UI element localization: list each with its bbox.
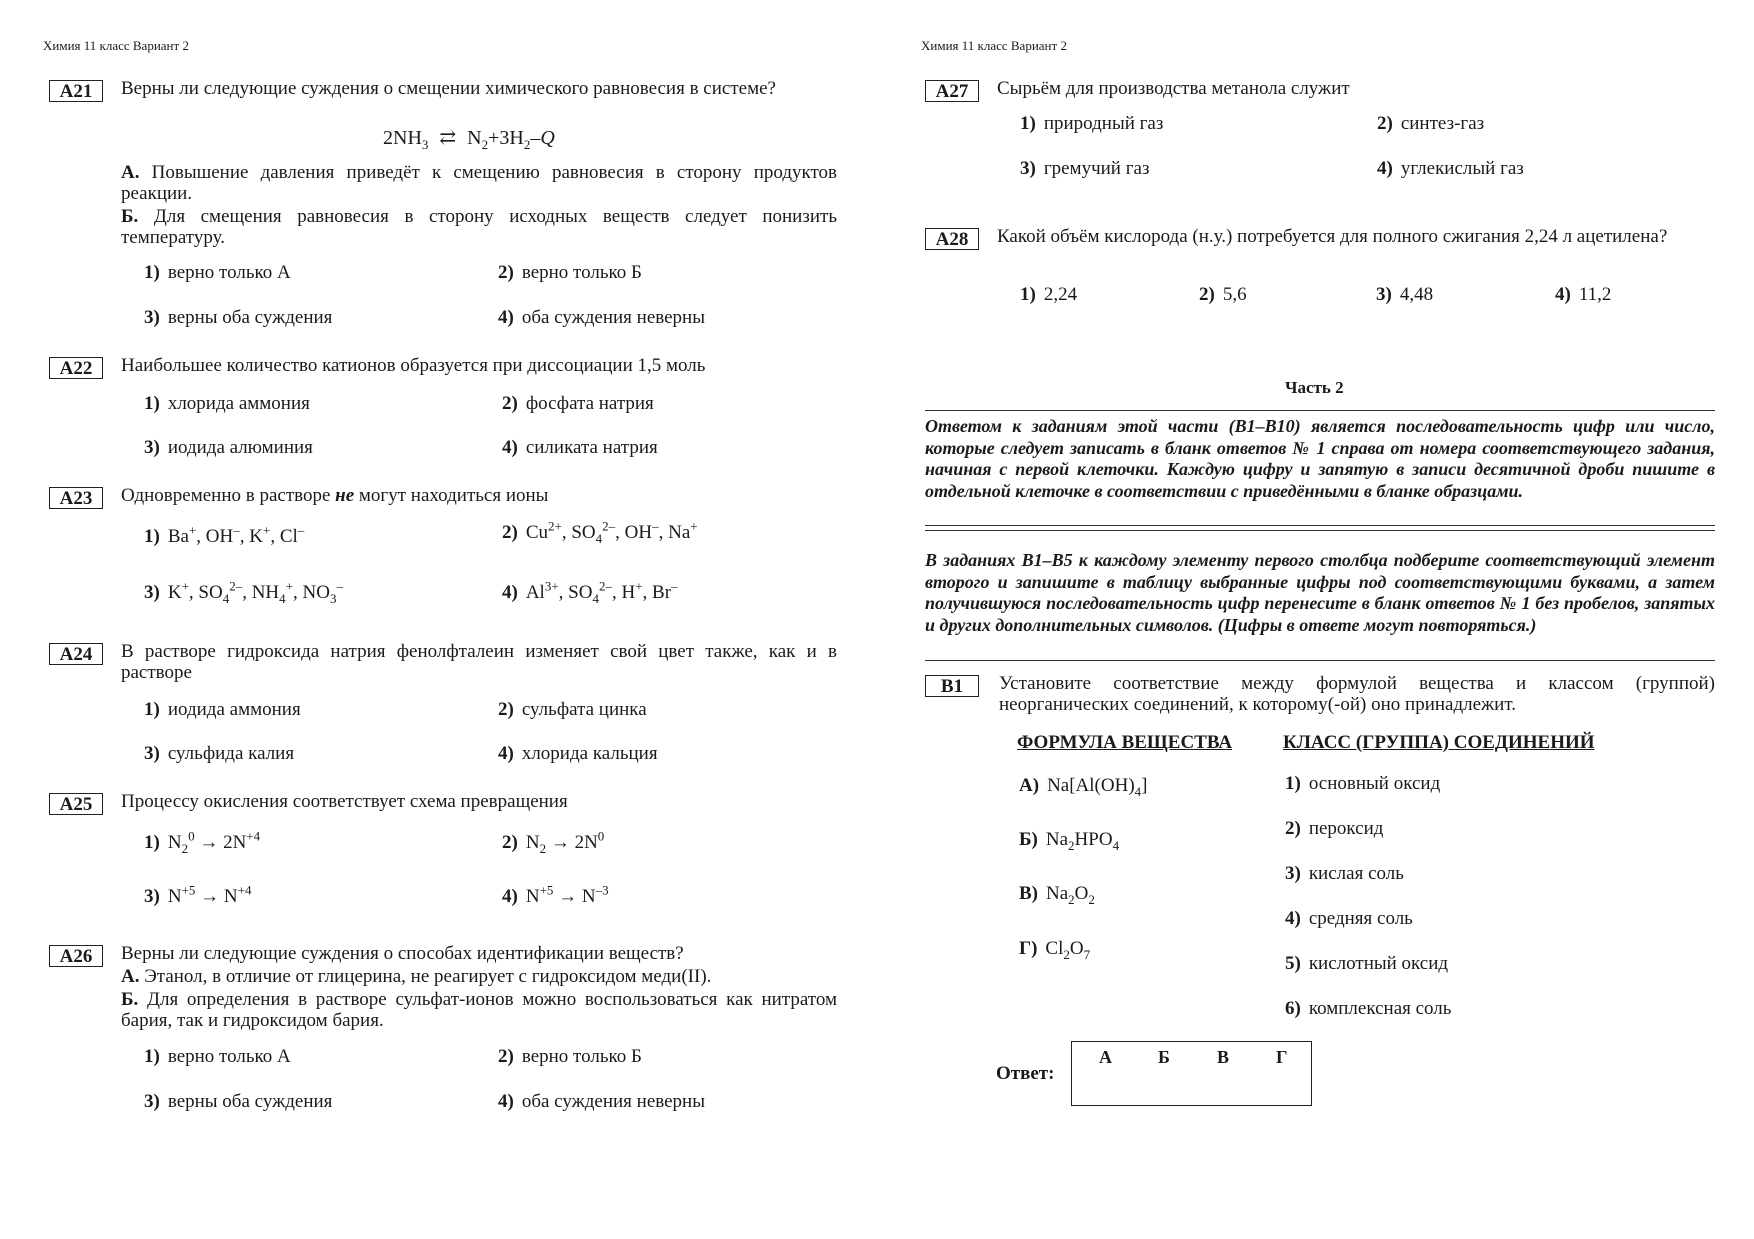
option-number: 3)	[144, 437, 160, 458]
formula-a: А) $Na[Al(OH)_4]$	[1019, 775, 1148, 799]
option-number: 2)	[498, 1046, 514, 1067]
eq-part: +3H	[488, 127, 524, 149]
option-text: иодида аммония	[167, 699, 301, 720]
equilibrium-arrow: ⇄	[439, 127, 457, 149]
eq-sub: 2	[523, 137, 531, 152]
column-header-class: КЛАСС (ГРУППА) СОЕДИНЕНИЙ	[1283, 732, 1595, 753]
option-3[interactable]	[1376, 284, 1433, 306]
column-header-formula: ФОРМУЛА ВЕЩЕСТВА	[1017, 732, 1233, 753]
option-number: 3)	[144, 743, 160, 764]
option-text: гремучий газ	[1043, 158, 1150, 179]
answer-column-letter: В	[1217, 1047, 1230, 1067]
question-text: Какой объём кислорода (н.у.) потребуется для полного сжигания 2,24 л ацетилена?	[997, 226, 1668, 247]
statement-a	[121, 966, 837, 987]
option-4[interactable]	[498, 1091, 705, 1113]
option-number: 1)	[1020, 284, 1036, 305]
formula-letter: Г)	[1019, 938, 1038, 959]
option-number: 2)	[1377, 113, 1393, 134]
class-2	[1285, 818, 1383, 840]
class-4	[1285, 908, 1413, 930]
option-1[interactable]: 1) Ba+, OH–, K+, Cl–	[144, 522, 305, 547]
class-text: средняя соль	[1308, 908, 1413, 929]
option-text: 2,24	[1043, 284, 1078, 305]
option-number: 3)	[144, 307, 160, 328]
option-number: 4)	[498, 307, 514, 328]
option-3[interactable]: 3) $N^{+5} \to N^{+4}$	[144, 882, 252, 907]
eq-sub: 3	[421, 137, 429, 152]
statement-text: Для определения в растворе сульфат-ионов можно воспользоваться как нитратом бария, так и гидроксидом бария.	[121, 989, 837, 1031]
option-text: 11,2	[1578, 284, 1612, 305]
question-text: Верны ли следующие суждения о смещении химического равновесия в системе?	[121, 78, 776, 99]
statement-b	[121, 206, 837, 248]
eq-part: N	[467, 127, 482, 149]
option-1[interactable]	[144, 262, 291, 284]
formula-letter: В)	[1019, 883, 1038, 904]
eq-part: 2NH	[383, 127, 422, 149]
option-text: хлорида кальция	[521, 743, 658, 764]
task-number: A21	[49, 80, 103, 102]
option-3[interactable]	[144, 743, 294, 765]
class-3	[1285, 863, 1404, 885]
class-5	[1285, 953, 1448, 975]
option-number: 1)	[1020, 113, 1036, 134]
option-number: 3)	[1376, 284, 1392, 305]
option-1[interactable]	[144, 393, 310, 415]
option-2[interactable]: 2) $N_2 \to 2N^0$	[502, 828, 605, 856]
statement-text: Этанол, в отличие от глицерина, не реагирует с гидроксидом меди(II).	[144, 966, 712, 987]
task-number: A22	[49, 357, 103, 379]
statement-label: А.	[121, 966, 140, 987]
class-number: 4)	[1285, 908, 1301, 929]
q-part: могут находиться ионы	[354, 485, 549, 506]
option-number: 4)	[1377, 158, 1393, 179]
option-text: углекислый газ	[1400, 158, 1524, 179]
option-text: синтез-газ	[1400, 113, 1485, 134]
statement-text: Для смещения равновесия в сторону исходных веществ следует понизить температуру.	[121, 206, 837, 248]
answer-column-letter: А	[1099, 1047, 1112, 1067]
option-1[interactable]	[144, 1046, 291, 1068]
option-text: сульфида калия	[167, 743, 295, 764]
answer-label: Ответ:	[996, 1063, 1055, 1084]
option-text: верны оба суждения	[167, 1091, 333, 1112]
option-text: верны оба суждения	[167, 307, 333, 328]
option-text: верно только А	[167, 262, 291, 283]
option-4[interactable]	[498, 307, 705, 329]
class-number: 5)	[1285, 953, 1301, 974]
statement-label: Б.	[121, 989, 139, 1010]
formula-b: Б) $Na_2HPO_4$	[1019, 829, 1120, 853]
page-header: Химия 11 класс Вариант 2	[921, 38, 1067, 53]
class-text: основный оксид	[1308, 773, 1441, 794]
option-number: 4)	[502, 437, 518, 458]
option-number: 1)	[144, 262, 160, 283]
task-number: A27	[925, 80, 979, 102]
option-number: 1)	[144, 699, 160, 720]
option-number: 2)	[498, 262, 514, 283]
question-text: Сырьём для производства метанола служит	[997, 78, 1350, 99]
option-text: верно только А	[167, 1046, 291, 1067]
option-text: 5,6	[1222, 284, 1247, 305]
option-text: хлорида аммония	[167, 393, 310, 414]
option-4[interactable]	[498, 743, 658, 765]
option-number: 1)	[144, 1046, 160, 1067]
option-2[interactable]: 2) $Cu^{2+}$, $SO_4^{2-}$, OH–, Na+	[502, 518, 698, 546]
option-number: 3)	[1020, 158, 1036, 179]
option-3[interactable]	[144, 307, 332, 329]
option-2[interactable]	[498, 262, 642, 284]
class-text: пероксид	[1308, 818, 1384, 839]
option-text: верно только Б	[521, 1046, 642, 1067]
option-number: 2)	[502, 393, 518, 414]
class-number: 3)	[1285, 863, 1301, 884]
question-text: Установите соответствие между формулой вещества и классом (группой) неорганических соединений, к которому(-ой) оно принадлежит.	[999, 673, 1715, 715]
option-number: 1)	[144, 393, 160, 414]
class-number: 2)	[1285, 818, 1301, 839]
option-text: оба суждения неверны	[521, 307, 705, 328]
option-3[interactable]	[144, 437, 313, 459]
option-4[interactable]: 4) $N^{+5} \to N^{-3}$	[502, 882, 609, 907]
option-1[interactable]	[144, 699, 301, 721]
task-number: A25	[49, 793, 103, 815]
option-3[interactable]	[144, 1091, 332, 1113]
option-number: 4)	[498, 1091, 514, 1112]
statement-label: А.	[121, 162, 140, 183]
option-1[interactable]	[1020, 113, 1163, 135]
option-number: 4)	[1555, 284, 1571, 305]
statement-text: Повышение давления приведёт к смещению равновесия в сторону продуктов реакции.	[121, 162, 838, 204]
statement-a	[121, 162, 837, 204]
task-number: A26	[49, 945, 103, 967]
option-number: 4)	[498, 743, 514, 764]
answer-column-letter: Г	[1276, 1047, 1288, 1067]
option-text: сульфата цинка	[521, 699, 647, 720]
option-text: силиката натрия	[525, 437, 658, 458]
task-number: A23	[49, 487, 103, 509]
option-1[interactable]: 1) $N_2^0 \to 2N^{+4}$	[144, 828, 261, 856]
formula-letter: Б)	[1019, 829, 1038, 850]
option-3[interactable]: 3) K+, $SO_4^{2-}$, $NH_4^+$, $NO_3^-$	[144, 578, 343, 606]
option-text: иодида алюминия	[167, 437, 313, 458]
divider	[925, 660, 1715, 661]
statement-b	[121, 989, 837, 1031]
option-number: 2)	[498, 699, 514, 720]
task-number: B1	[925, 675, 979, 697]
divider	[925, 530, 1715, 531]
option-text: оба суждения неверны	[521, 1091, 705, 1112]
option-number: 2)	[1199, 284, 1215, 305]
question-text	[121, 485, 837, 506]
option-4[interactable]: 4) $Al^{3+}$, $SO_4^{2-}$, H+, Br–	[502, 578, 678, 606]
question-text: Процессу окисления соответствует схема превращения	[121, 791, 568, 812]
option-2[interactable]	[498, 699, 647, 721]
part-title: Часть 2	[1285, 378, 1344, 397]
q-emphasis: не	[335, 485, 355, 506]
answer-table[interactable]	[1071, 1041, 1312, 1106]
option-2[interactable]	[502, 393, 654, 415]
divider	[925, 525, 1715, 526]
class-6	[1285, 998, 1451, 1020]
option-2[interactable]	[498, 1046, 642, 1068]
option-text: природный газ	[1043, 113, 1164, 134]
option-1[interactable]	[1020, 284, 1077, 306]
question-text: В растворе гидроксида натрия фенолфталеин изменяет свой цвет также, как и в растворе	[121, 641, 837, 683]
instructions: Ответом к заданиям этой части (В1–В10) является последовательность цифр или число, которые следует записать в бланк ответов № 1 справа от номера соответствующего задания, начиная с первой клеточки. Каждую цифру и запятую в записи десятичной дроби пишите в отдельной клеточке в соответствии с приведёнными в бланке образцами.	[925, 416, 1715, 501]
answer-column-letter: Б	[1158, 1047, 1170, 1067]
divider	[925, 410, 1715, 411]
option-number: 3)	[144, 1091, 160, 1112]
question-text: Верны ли следующие суждения о способах идентификации веществ?	[121, 943, 684, 964]
option-4[interactable]	[1377, 158, 1524, 180]
statement-label: Б.	[121, 206, 139, 227]
task-number: A24	[49, 643, 103, 665]
option-3[interactable]	[1020, 158, 1149, 180]
class-1	[1285, 773, 1440, 795]
eq-sub: 2	[481, 137, 489, 152]
option-4[interactable]	[502, 437, 658, 459]
class-text: комплексная соль	[1308, 998, 1452, 1019]
right-page	[877, 0, 1754, 1239]
task-number: A28	[925, 228, 979, 250]
q-part: Одновременно в растворе	[121, 485, 336, 506]
equation	[383, 125, 555, 150]
option-text: верно только Б	[521, 262, 642, 283]
class-number: 6)	[1285, 998, 1301, 1019]
option-4[interactable]	[1555, 284, 1611, 306]
class-number: 1)	[1285, 773, 1301, 794]
class-text: кислотный оксид	[1308, 953, 1449, 974]
option-2[interactable]	[1199, 284, 1247, 306]
formula-c: В) $Na_2O_2$	[1019, 883, 1095, 907]
option-text: 4,48	[1399, 284, 1434, 305]
option-text: фосфата натрия	[525, 393, 654, 414]
class-text: кислая соль	[1308, 863, 1404, 884]
formula-letter: А)	[1019, 775, 1040, 796]
eq-part: –Q	[530, 127, 555, 149]
question-text: Наибольшее количество катионов образуется при диссоциации 1,5 моль	[121, 355, 706, 376]
option-2[interactable]	[1377, 113, 1484, 135]
page-header: Химия 11 класс Вариант 2	[43, 38, 189, 53]
instructions: В заданиях В1–В5 к каждому элементу первого столбца подберите соответствующий элемент второго и запишите в таблицу выбранные цифры под соответствующими буквами, а затем получившуюся последовательность цифр перенесите в бланк ответов № 1 без пробелов, запятых и других дополнительных символов. (Цифры в ответе могут повторяться.)	[925, 550, 1715, 635]
formula-d: Г) $Cl_2O_7$	[1019, 938, 1091, 962]
